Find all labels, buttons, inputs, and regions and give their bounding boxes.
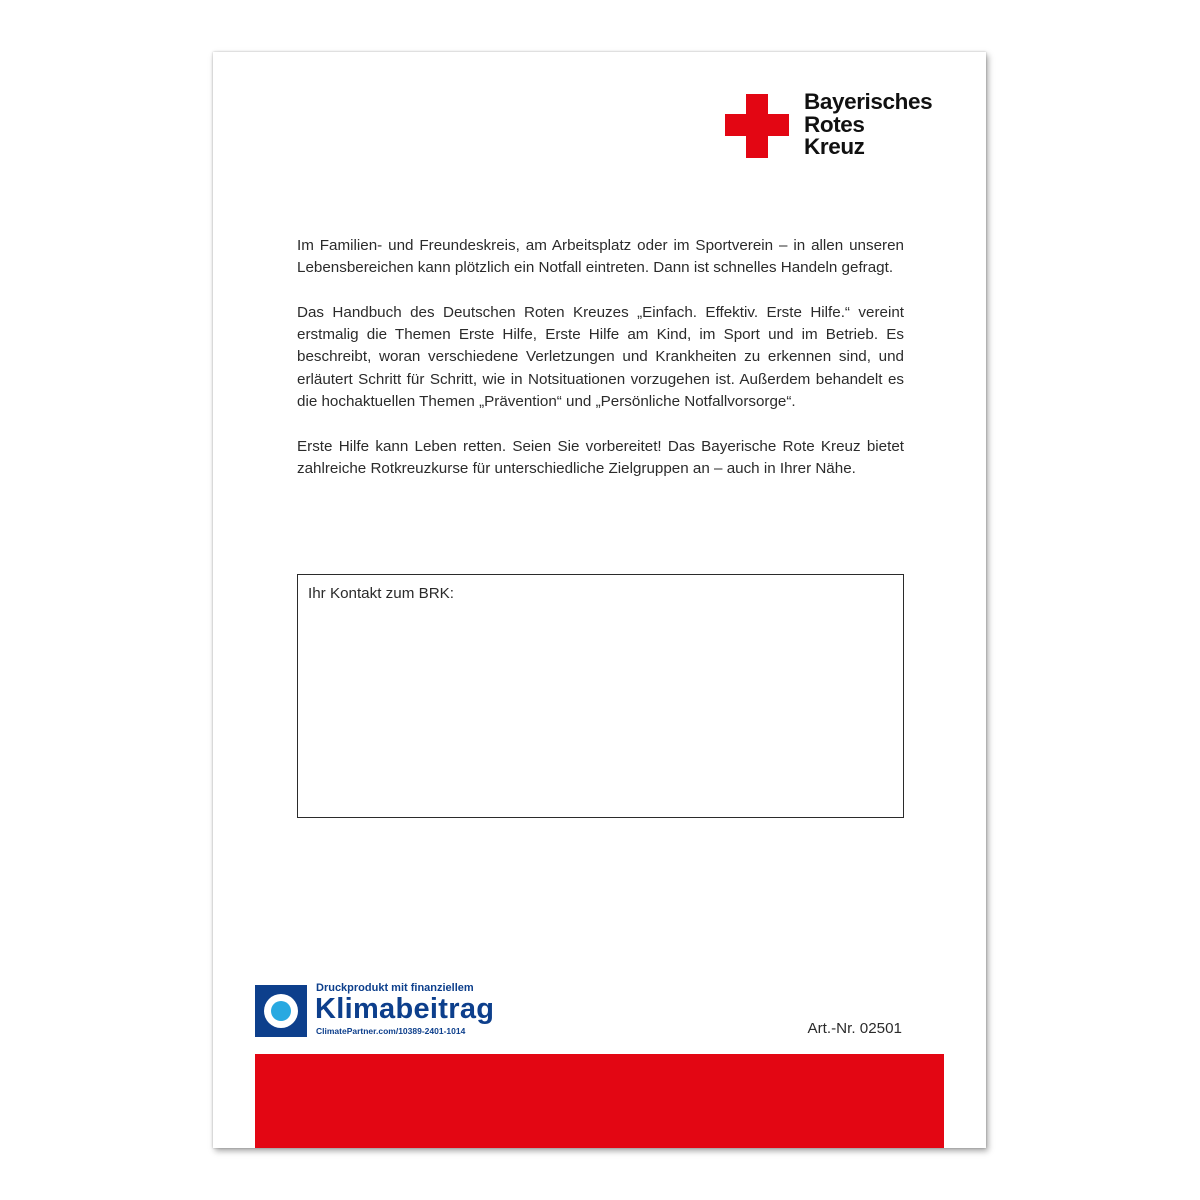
paragraph-3: Erste Hilfe kann Leben retten. Seien Sie vorbereitet! Das Bayerische Rote Kreuz bietet zahlreiche Rotkreuzkurse für unterschiedliche Zielgruppen an – auch in Ihrer Nähe. — [297, 437, 904, 477]
contact-label: Ihr Kontakt zum BRK: — [308, 585, 455, 602]
red-cross-icon — [725, 94, 789, 158]
red-footer-bar — [255, 1054, 944, 1148]
document-page — [213, 52, 986, 1148]
climate-main-text: Klimabeitrag — [315, 993, 495, 1025]
paragraph-1: Im Familien- und Freundeskreis, am Arbeitsplatz oder im Sportverein – in allen unseren Lebensbereichen kann plötzlich ein Notfall eintreten. Dann ist schnelles Handeln gefragt. — [297, 237, 904, 277]
brk-logo — [725, 89, 965, 159]
logo-line-2: Rotes — [804, 111, 865, 137]
climate-top-text: Druckprodukt mit finanziellem — [316, 982, 474, 994]
paragraph-2: Das Handbuch des Deutschen Roten Kreuzes „Einfach. Effektiv. Erste Hilfe.“ vereint erstmalig die Themen Erste Hilfe, Erste Hilfe am Kind, im Sport und im Betrieb. Es beschreibt, woran verschiedene Verletzungen und Krankheiten zu erkennen sind, und erläutert Schritt für Schritt, wie in Notsituationen vorzugehen ist. Außerdem behandelt es die hochaktuellen Themen „Prävention“ und „Persönliche Notfallvorsorge“. — [297, 303, 904, 411]
climate-partner-icon — [255, 985, 307, 1037]
contact-box — [297, 574, 904, 818]
body-text — [297, 235, 904, 503]
logo-line-3: Kreuz — [804, 134, 865, 159]
logo-line-1: Bayerisches — [804, 89, 933, 114]
article-number: Art.-Nr. 02501 — [807, 1020, 902, 1037]
climate-partner-badge — [255, 982, 525, 1038]
climate-url: ClimatePartner.com/10389-2401-1014 — [316, 1026, 466, 1036]
logo-wordmark — [804, 91, 932, 159]
